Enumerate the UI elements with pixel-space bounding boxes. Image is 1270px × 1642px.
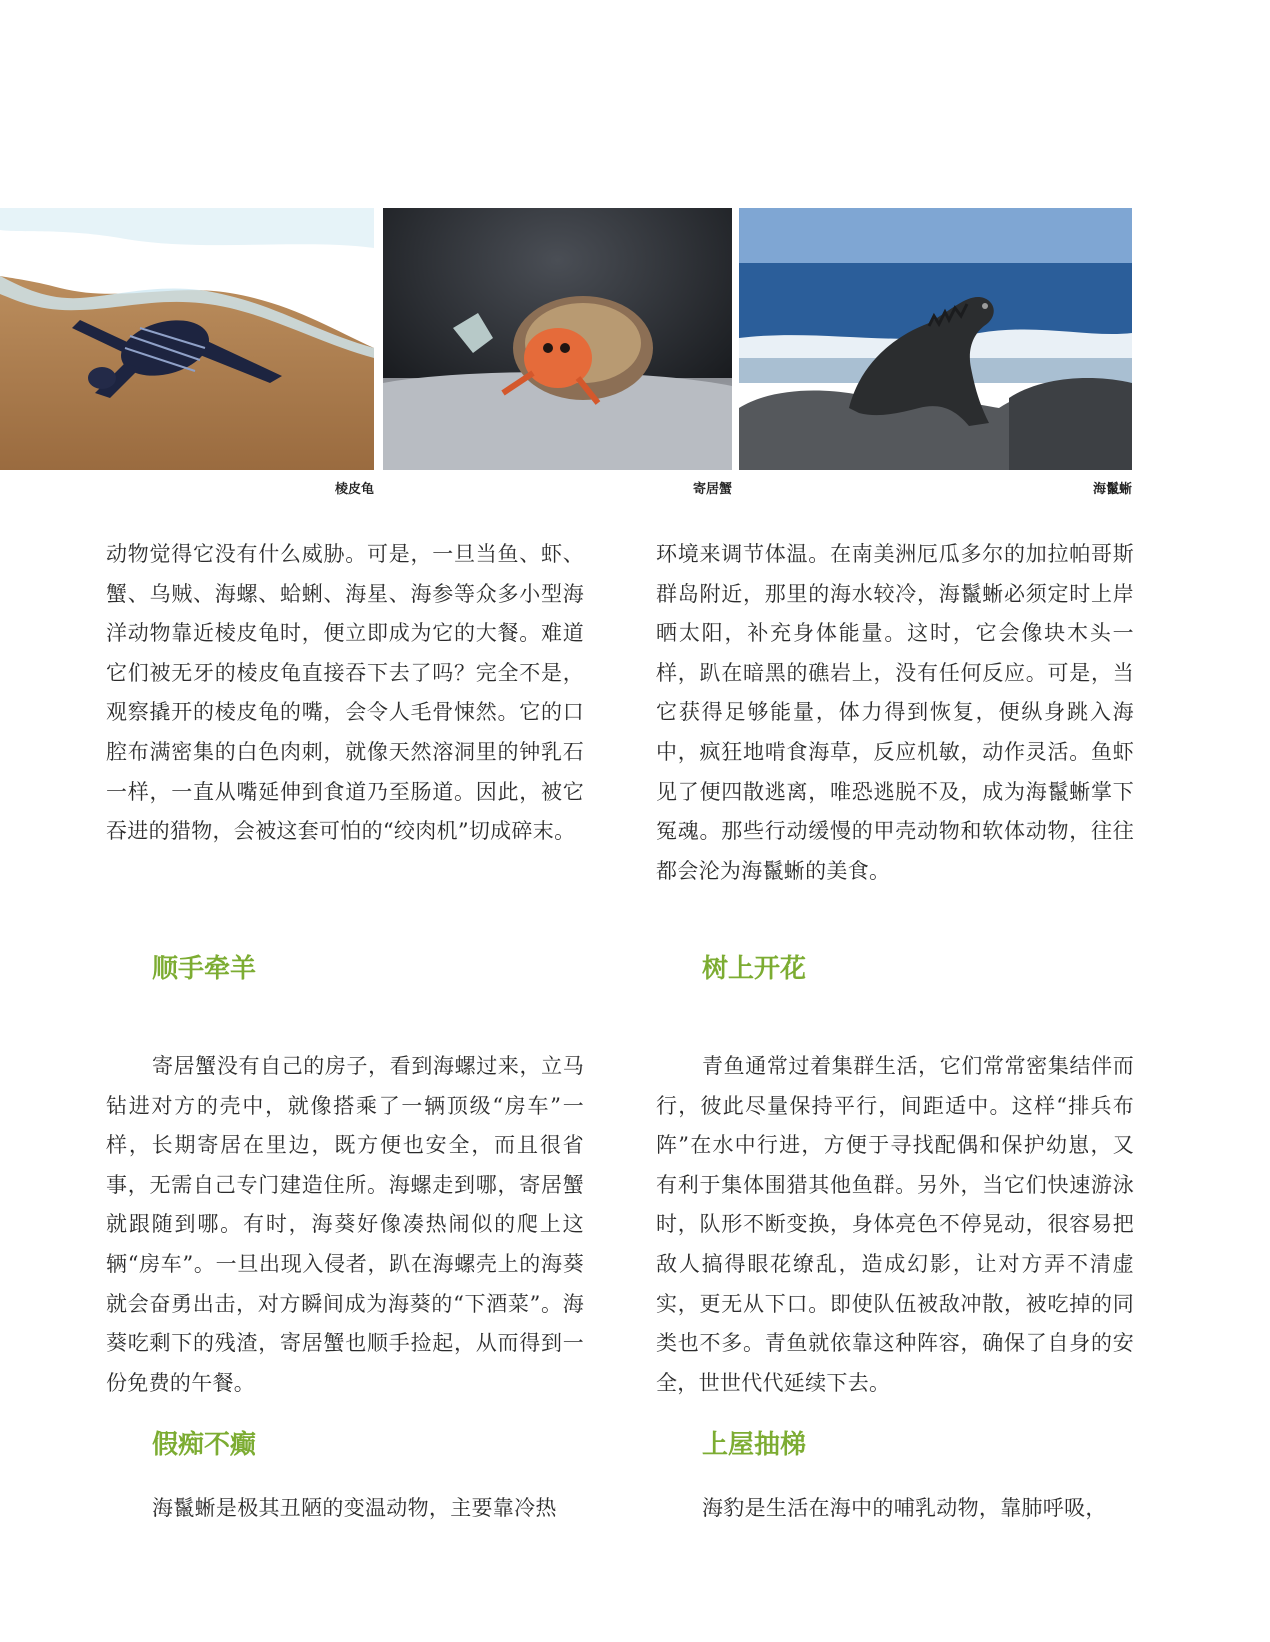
photo-caption: 棱皮龟 xyxy=(334,482,374,497)
turtle-photo xyxy=(0,208,374,470)
photo-caption: 寄居蟹 xyxy=(692,482,732,497)
section-heading: 上屋抽梯 xyxy=(702,1430,807,1460)
section-heading: 树上开花 xyxy=(702,954,807,984)
body-paragraph: 海豹是生活在海中的哺乳动物，靠肺呼吸， xyxy=(702,1496,1107,1520)
right-column xyxy=(656,535,1134,1529)
body-paragraph: 海鬣蜥是极其丑陋的变温动物，主要靠冷热 xyxy=(152,1496,557,1520)
section-heading: 顺手牵羊 xyxy=(152,954,257,984)
body-paragraph: 环境来调节体温。在南美洲厄瓜多尔的加拉帕哥斯群岛附近，那里的海水较冷，海鬣蜥必须定时上岸晒太阳，补充身体能量。这时，它会像块木头一样，趴在暗黑的礁岩上，没有任何反应。可是，当它获得足够能量，体力得到恢复，便纵身跳入海中，疯狂地啃食海草，反应机敏，动作灵活。鱼虾见了便四散逃离，唯恐逃脱不及，成为海鬣蜥掌下冤魂。那些行动缓慢的甲壳动物和软体动物，往往都会沦为海鬣蜥的美食。 xyxy=(656,542,1134,883)
photo-caption: 海鬣蜥 xyxy=(1092,482,1132,497)
marine-iguana-photo xyxy=(739,208,1132,470)
section-heading: 假痴不癫 xyxy=(152,1430,257,1460)
body-paragraph: 动物觉得它没有什么威胁。可是，一旦当鱼、虾、蟹、乌贼、海螺、蛤蜊、海星、海参等众多小型海洋动物靠近棱皮龟时，便立即成为它的大餐。难道它们被无牙的棱皮龟直接吞下去了吗？完全不是，观察撬开的棱皮龟的嘴，会令人毛骨悚然。它的口腔布满密集的白色肉刺，就像天然溶洞里的钟乳石一样，一直从嘴延伸到食道乃至肠道。因此，被它吞进的猎物，会被这套可怕的“绞肉机”切成碎末。 xyxy=(106,542,584,844)
hermit-crab-photo xyxy=(383,208,732,470)
body-paragraph: 寄居蟹没有自己的房子，看到海螺过来，立马钻进对方的壳中，就像搭乘了一辆顶级“房车”一样，长期寄居在里边，既方便也安全，而且很省事，无需自己专门建造住所。海螺走到哪，寄居蟹就跟随到哪。有时，海葵好像凑热闹似的爬上这辆“房车”。一旦出现入侵者，趴在海螺壳上的海葵就会奋勇出击，对方瞬间成为海葵的“下酒菜”。海葵吃剩下的残渣，寄居蟹也顺手捡起，从而得到一份免费的午餐。 xyxy=(106,1054,584,1395)
left-column xyxy=(106,535,584,1529)
body-paragraph: 青鱼通常过着集群生活，它们常常密集结伴而行，彼此尽量保持平行，间距适中。这样“排兵布阵”在水中行进，方便于寻找配偶和保护幼崽，又有利于集体围猎其他鱼群。另外，当它们快速游泳时，队形不断变换，身体亮色不停晃动，很容易把敌人搞得眼花缭乱，造成幻影，让对方弄不清虚实，更无从下口。即使队伍被敌冲散，被吃掉的同类也不多。青鱼就依靠这种阵容，确保了自身的安全，世世代代延续下去。 xyxy=(656,1054,1134,1395)
